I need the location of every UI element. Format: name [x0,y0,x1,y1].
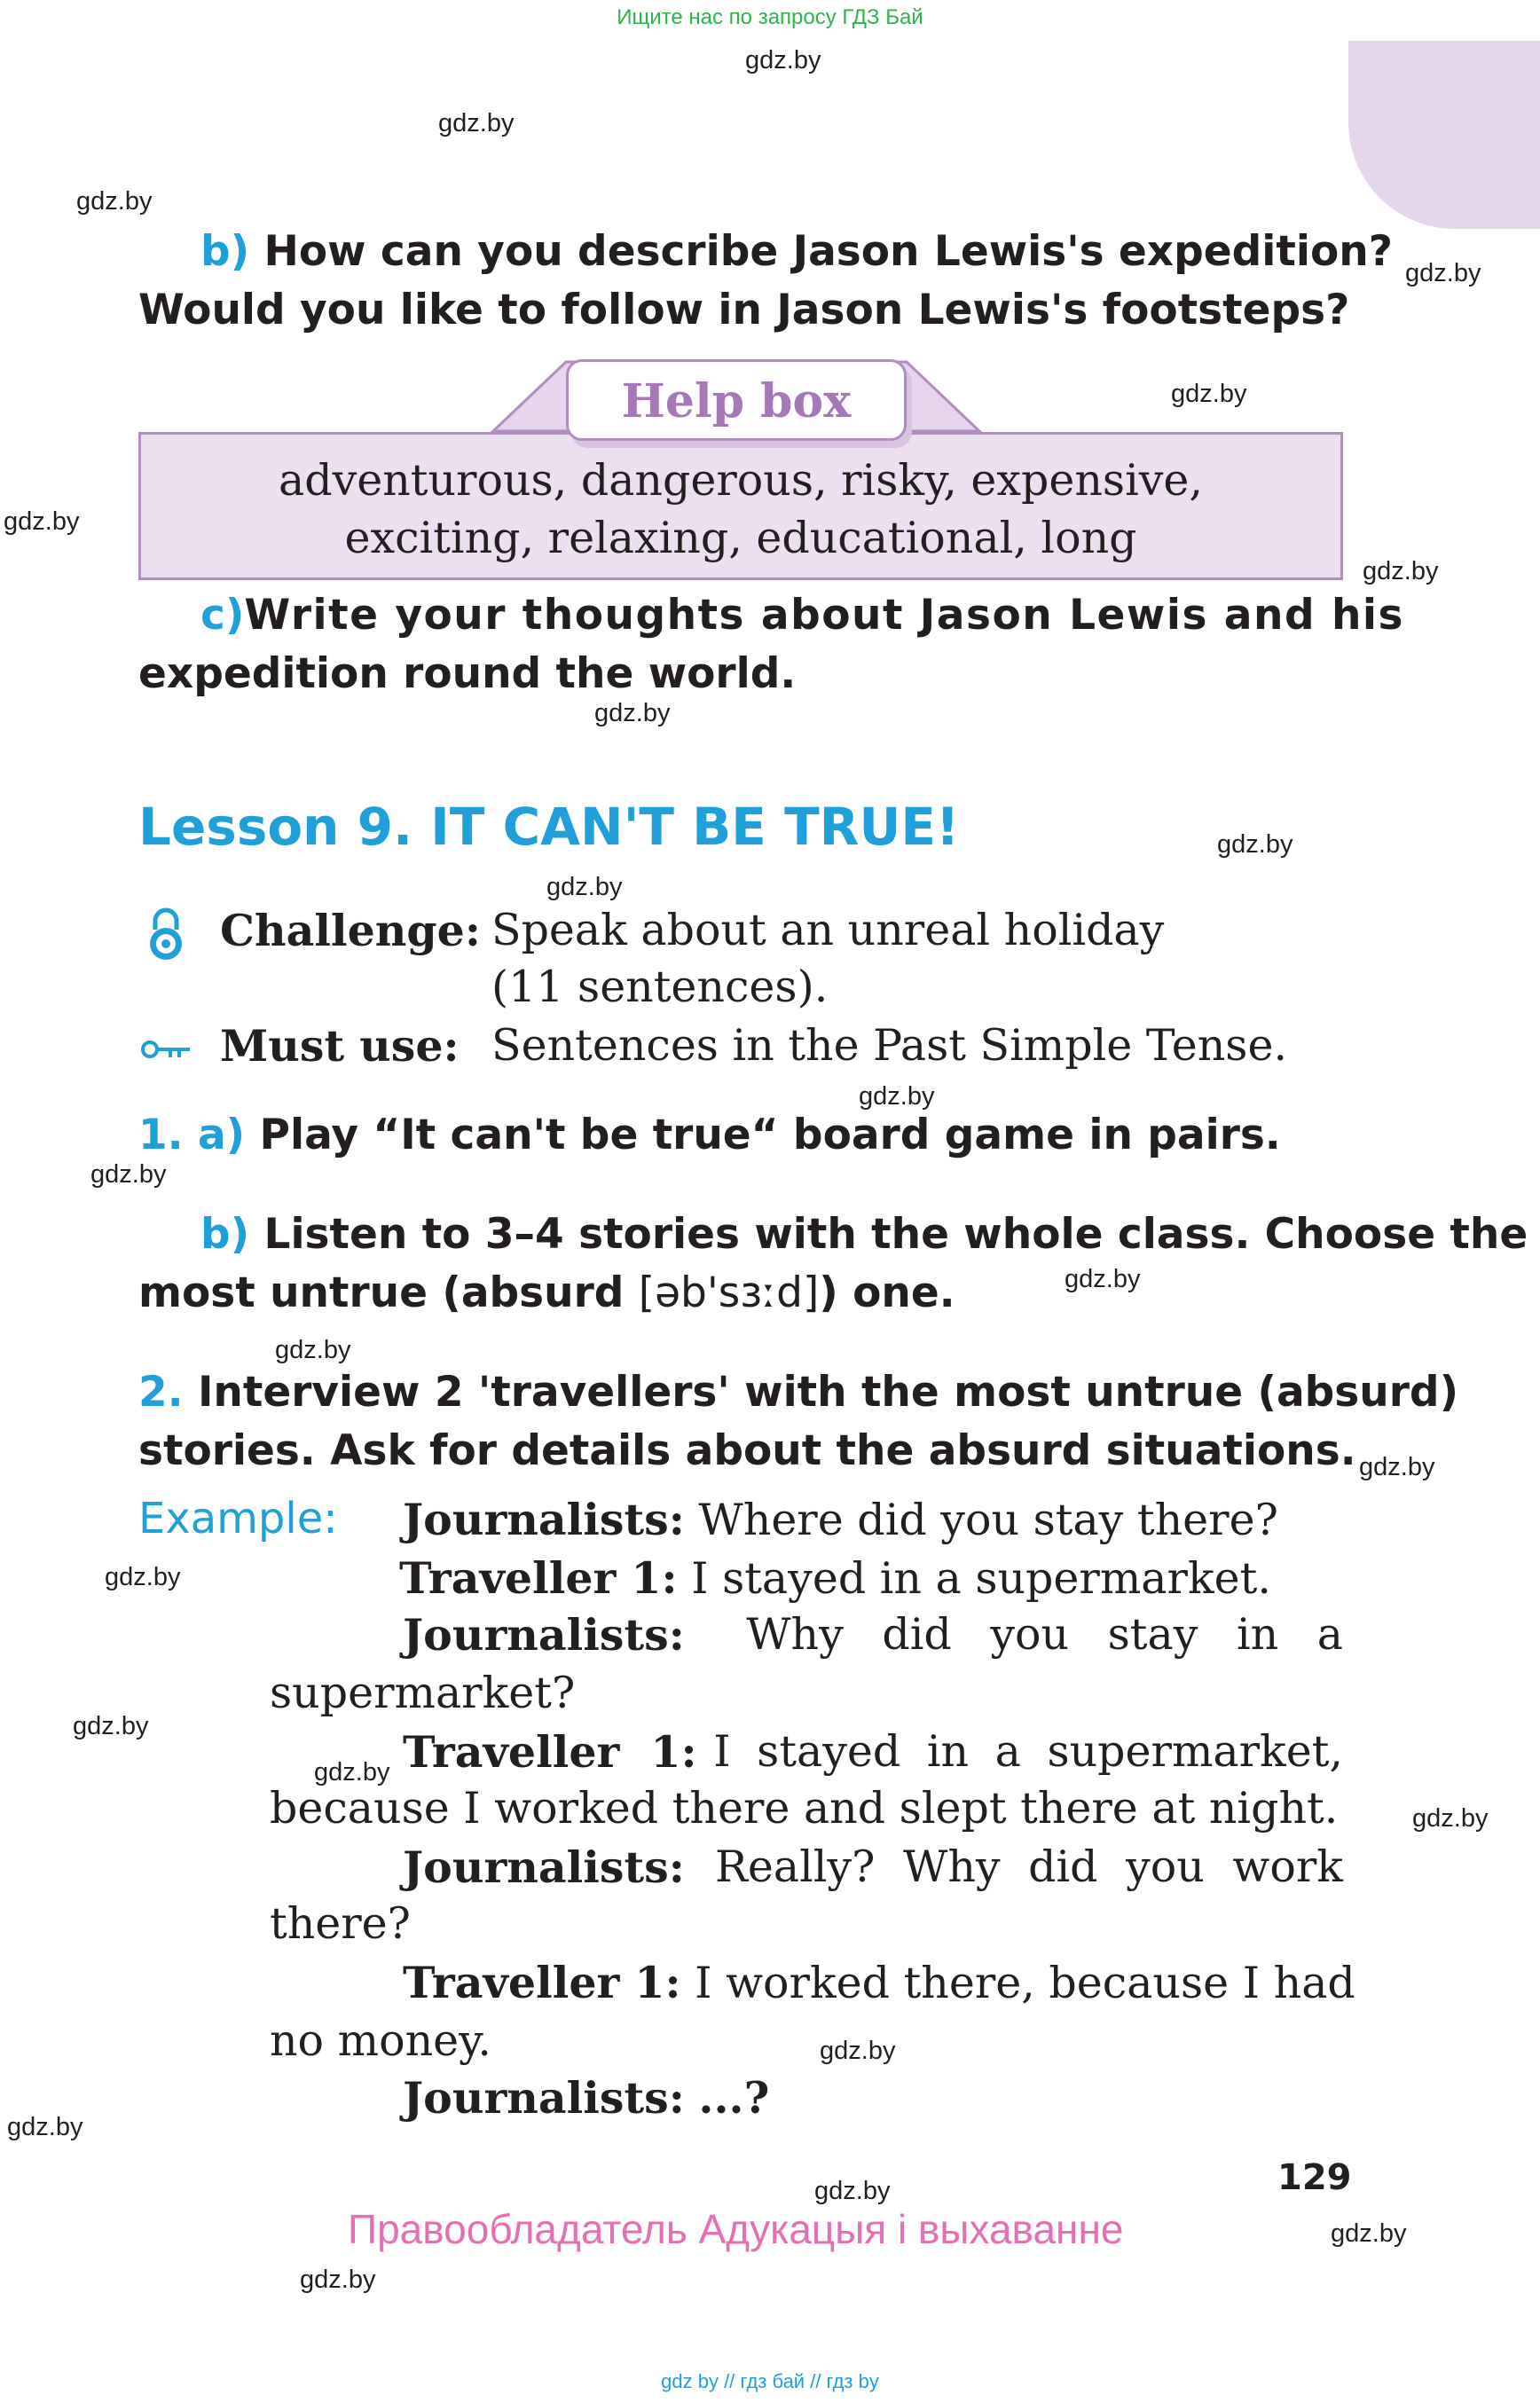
task-marker: b) [200,227,250,276]
task-c-line1 [200,591,1405,640]
speaker-journalists: Journalists: [403,1842,685,1893]
dialogue-line [403,1609,1343,1661]
example-label: Example: [138,1494,338,1543]
task-text: most untrue (absurd [138,1268,639,1317]
dialogue-line [403,1494,1278,1545]
help-box-tab [566,359,907,441]
task-text: Write your thoughts about Jason Lewis and his [244,591,1405,640]
speaker-journalists: Journalists: [403,1609,685,1661]
must-use-label: Must use: [220,1020,460,1072]
copyright-notice: Правообладатель Адукацыя і выхаванне [348,2206,1124,2252]
dialogue-line [403,2072,769,2124]
search-hint[interactable]: Ищите нас по запросу ГДЗ Бай [617,5,923,29]
dialogue-line [403,1726,1343,1778]
watermark: gdz.by [594,699,671,727]
watermark: gdz.by [4,507,80,536]
task-c-line2: expedition round the world. [138,649,797,698]
speaker-traveller: Traveller 1: [403,1726,697,1778]
phonetic-transcription: [əb'sɜːd] [638,1268,820,1317]
ex2-line1 [138,1368,1458,1417]
challenge-label: Challenge: [220,905,481,956]
watermark: gdz.by [820,2037,896,2065]
lock-icon [144,907,188,962]
task-text: Interview 2 'travellers' with the most untrue (absurd) [197,1368,1459,1417]
watermark: gdz.by [300,2266,376,2294]
dialogue-line: no money. [270,2015,491,2066]
exercise-number: 1. [138,1111,184,1159]
watermark: gdz.by [814,2177,891,2205]
dialogue-line [403,1957,1355,2008]
speaker-journalists: Journalists: [403,2072,685,2124]
watermark: gdz.by [73,1712,149,1740]
ex1-b-line1 [200,1210,1528,1259]
watermark: gdz.by [859,1082,935,1111]
task-marker: c) [200,591,245,640]
dialogue-text: ...? [698,2072,770,2124]
watermark: gdz.by [275,1336,351,1364]
task-text: ) one. [819,1268,955,1317]
dialogue-line [399,1552,1271,1604]
watermark: gdz.by [1171,380,1247,408]
page-number: 129 [1277,2157,1352,2198]
watermark: gdz.by [438,109,515,137]
key-icon [140,1036,193,1063]
watermark: gdz.by [1359,1453,1435,1481]
watermark: gdz.by [76,187,153,216]
dialogue-line [403,1842,1343,1893]
help-box-title: Help box [621,374,852,428]
help-box-line2: exciting, relaxing, educational, long [344,513,1137,563]
dialogue-text: I worked there, because I had [695,1958,1355,2008]
task-marker: b) [200,1210,250,1259]
dialogue-line: because I worked there and slept there at night. [270,1783,1339,1834]
speaker-journalists: Journalists: [403,1494,685,1545]
dialogue-text: Why did you stay in a [746,1609,1343,1660]
exercise-number: 2. [138,1368,184,1417]
task-b-line2: Would you like to follow in Jason Lewis's footsteps? [138,286,1350,334]
dialogue-line: supermarket? [270,1668,576,1718]
ex1-b-line2 [138,1268,955,1317]
ex1-a [138,1111,1281,1159]
speaker-traveller: Traveller 1: [403,1957,681,2008]
lesson-title: Lesson 9. IT CAN'T BE TRUE! [138,797,960,857]
watermark: gdz.by [1331,2219,1407,2248]
page-corner-tab [1348,41,1540,229]
dialogue-text: I stayed in a supermarket, [713,1726,1343,1777]
help-box-line1: adventurous, dangerous, risky, expensive, [278,455,1203,506]
challenge-text-line2: (11 sentences). [491,962,829,1012]
watermark: gdz.by [314,1758,390,1787]
watermark: gdz.by [90,1160,167,1189]
watermark: gdz.by [1217,830,1293,859]
must-use-text: Sentences in the Past Simple Tense. [491,1020,1288,1071]
watermark: gdz.by [1405,259,1481,287]
task-text: Play “It can't be true“ board game in pairs. [259,1111,1281,1159]
watermark: gdz.by [745,46,821,75]
dialogue-text: Where did you stay there? [698,1495,1278,1545]
watermark: gdz.by [546,873,623,901]
task-marker: a) [197,1111,246,1159]
watermark: gdz.by [1412,1804,1489,1833]
watermark: gdz.by [1363,557,1439,585]
task-text: Listen to 3–4 stories with the whole class. Choose the [263,1210,1528,1259]
ex2-line2: stories. Ask for details about the absurd situations. [138,1426,1356,1475]
task-text: How can you describe Jason Lewis's expedition? [263,227,1393,276]
task-b-line1 [200,227,1393,276]
speaker-traveller: Traveller 1: [399,1552,678,1604]
dialogue-text: Really? Why did you work [714,1842,1343,1892]
footer-links[interactable]: gdz by // гдз бай // гдз by [661,2370,879,2392]
challenge-text-line1: Speak about an unreal holiday [491,905,1165,955]
watermark: gdz.by [7,2113,83,2141]
watermark: gdz.by [105,1563,181,1591]
watermark: gdz.by [1065,1265,1141,1293]
dialogue-text: I stayed in a supermarket. [691,1553,1271,1604]
dialogue-line: there? [270,1898,411,1949]
